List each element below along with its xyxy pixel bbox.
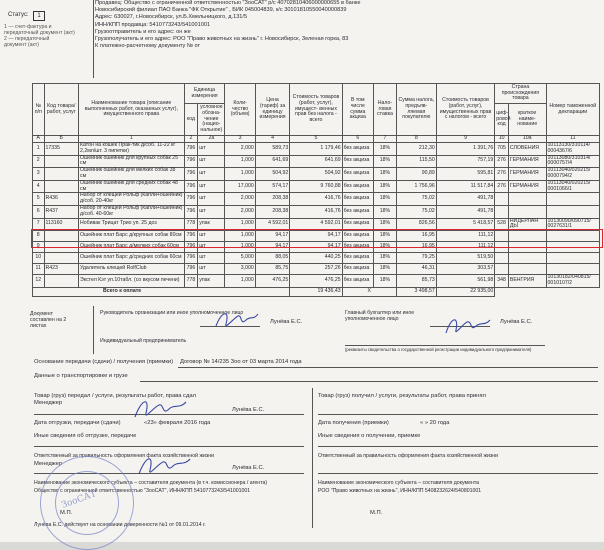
row-rate: 18% <box>373 143 396 156</box>
right-resp-label: Ответственный за правильность оформления факта хозяйственной жизни <box>318 453 499 459</box>
row-number: 11 <box>33 264 45 275</box>
row-code <box>44 180 79 193</box>
row-unit-code: 778 <box>184 218 198 231</box>
col-header-cc-code: циф- ровой код <box>495 104 509 136</box>
row-country-name: ГЕРМАНИЯ <box>508 180 546 193</box>
status-value: 1 <box>33 11 45 21</box>
row-declaration: 10130182/040815/ 0010107/2 <box>546 275 599 288</box>
row-code: 113160 <box>44 218 79 231</box>
column-index-cell: 5 <box>290 136 342 143</box>
row-code <box>44 231 79 242</box>
row-total: 5 418,57 <box>436 218 495 231</box>
col-header-total: Стоимость товаров (работ, услуг), имущественных прав с налогом - всего <box>436 84 495 136</box>
row-total: 519,50 <box>436 253 495 264</box>
row-unit-code: 796 <box>184 193 198 206</box>
row-price: 94,17 <box>255 231 290 242</box>
row-price: 574,17 <box>255 180 290 193</box>
row-number: 5 <box>33 193 45 206</box>
column-index-cell: 3 <box>225 136 255 143</box>
row-country-name: ГЕРМАНИЯ <box>508 155 546 168</box>
row-total: 491,78 <box>436 205 495 218</box>
row-code: 17335 <box>44 143 79 156</box>
row-code <box>44 168 79 181</box>
row-rate: 18% <box>373 253 396 264</box>
seller-line: Продавец: Общество с ограниченной ответственностью "ЗооСАТ" р/с 40702810406000000655 в банке <box>95 0 361 6</box>
row-country-code: 705 <box>495 143 509 156</box>
row-rate: 18% <box>373 193 396 206</box>
row-country-name <box>508 205 546 218</box>
col-header-n: № п/п <box>33 84 45 136</box>
right-entity-label: Наименование экономического субъекта – составителя документа <box>318 480 480 486</box>
col-header-decl: Номер таможенной декларации <box>546 84 599 136</box>
row-country-name <box>508 242 546 253</box>
row-cost: 94,17 <box>290 242 342 253</box>
row-cost: 416,76 <box>290 205 342 218</box>
left-mp: М.П. <box>60 510 73 516</box>
row-qty: 2,000 <box>225 193 255 206</box>
shipper-line: Грузоотправитель и его адрес: он же <box>95 28 191 35</box>
company-stamp <box>40 456 134 550</box>
row-country-name: НИДЕРЛАН ДЫ <box>508 218 546 231</box>
left-basis-note: Лунёва Е.С. действует на основании доверенности №1 от 09.01.2014 г. <box>34 522 206 528</box>
col-header-unit: Единица измерения <box>184 84 225 104</box>
row-total: 111,12 <box>436 242 495 253</box>
row-qty: 2,000 <box>225 143 255 156</box>
row-tax: 46,31 <box>396 264 436 275</box>
row-unit-code: 778 <box>184 275 198 288</box>
row-name: Ошейник ошейник для мелких собак 38 см <box>79 168 185 181</box>
total-row <box>33 287 600 296</box>
row-cost: 257,26 <box>290 264 342 275</box>
row-country-name <box>508 264 546 275</box>
table-row <box>33 218 600 231</box>
table-row <box>33 264 600 275</box>
left-resp-role: Менеджер <box>34 461 63 467</box>
row-code: R436 <box>44 193 79 206</box>
column-index-cell: А <box>33 136 45 143</box>
inn-line: ИНН/КПП продавца: 5410773243/541001001 <box>95 21 211 28</box>
row-rate: 18% <box>373 180 396 193</box>
payment-doc-line: К платежно-расчетному документу № от <box>95 43 201 50</box>
row-unit-name: шт <box>198 168 225 181</box>
row-code <box>44 275 79 288</box>
column-index-cell: Б <box>44 136 79 143</box>
row-total: 561,98 <box>436 275 495 288</box>
col-header-country: Страна происхождения товара <box>495 84 546 104</box>
row-price: 589,73 <box>255 143 290 156</box>
col-header-rate: Нало- говая ставка <box>373 84 396 136</box>
row-name: Катон на кошек Прак-тик д/соб. 11-22 кг 2,2мл/шт. 3 пипетки) <box>79 143 185 156</box>
row-price: 88,05 <box>255 253 290 264</box>
col-header-unit-name: условное обозна- чение (нацио- нальное) <box>198 104 225 136</box>
row-unit-code: 796 <box>184 253 198 264</box>
accountant-name: Лунёва Е.С. <box>500 319 533 325</box>
row-tax: 826,56 <box>396 218 436 231</box>
row-country-code <box>495 253 509 264</box>
row-number: 12 <box>33 275 45 288</box>
row-number: 4 <box>33 180 45 193</box>
left-date-label: Дата отгрузки, передачи (сдачи) <box>34 420 121 426</box>
left-role: Менеджер <box>34 400 63 406</box>
row-rate: 18% <box>373 155 396 168</box>
row-qty: 1,000 <box>225 218 255 231</box>
table-row <box>33 231 600 242</box>
row-tax: 16,95 <box>396 231 436 242</box>
row-unit-code: 796 <box>184 205 198 218</box>
table-row <box>33 143 600 156</box>
col-header-code: Код товара/ работ, услуг <box>44 84 79 136</box>
row-rate: 18% <box>373 264 396 275</box>
table-row <box>33 180 600 193</box>
row-declaration <box>546 231 599 242</box>
right-receive-title: Товар (груз) получил / услуги, результаты работ, права принял <box>318 393 486 399</box>
row-country-name: ГЕРМАНИЯ <box>508 168 546 181</box>
footer-divider <box>312 388 313 528</box>
row-unit-code: 796 <box>184 231 198 242</box>
row-code <box>44 242 79 253</box>
column-index-cell: 10 <box>495 136 509 143</box>
row-qty: 1,000 <box>225 168 255 181</box>
row-country-code: 276 <box>495 155 509 168</box>
column-index-cell: 2 <box>184 136 198 143</box>
row-price: 208,38 <box>255 205 290 218</box>
row-name: Ошейник плат Барс д/мелких собак 60см <box>79 242 185 253</box>
row-country-code <box>495 193 509 206</box>
table-row <box>33 193 600 206</box>
row-tax: 85,73 <box>396 275 436 288</box>
row-qty: 1,000 <box>225 242 255 253</box>
row-name: Ошейник ошейник для средних собак 48 см <box>79 180 185 193</box>
table-row <box>33 242 600 253</box>
row-declaration: 10113040/020215/ 0000794/2 <box>546 168 599 181</box>
row-country-code <box>495 264 509 275</box>
head-name: Лунёва Е.С. <box>270 319 303 325</box>
row-unit-name: шт <box>198 264 225 275</box>
row-declaration <box>546 264 599 275</box>
row-country-code: 276 <box>495 168 509 181</box>
table-row <box>33 253 600 264</box>
table-row <box>33 205 600 218</box>
consignee-line: Грузополучатель и его адрес: РОО "Право животных на жизнь" г. Новосибирск, Зеленая горка, 83 <box>95 36 349 43</box>
address-line: Адрес: 630027, г.Новосибирск, ул.Б.Хмельницкого, д.131/5 <box>95 14 248 21</box>
accountant-label: Главный бухгалтер или иное уполномоченное лицо <box>345 310 415 322</box>
row-unit-name: шт <box>198 180 225 193</box>
left-name: Лунёва Е.С. <box>232 407 265 413</box>
row-code <box>44 253 79 264</box>
row-price: 476,25 <box>255 275 290 288</box>
row-cost: 1 179,46 <box>290 143 342 156</box>
row-rate: 18% <box>373 242 396 253</box>
row-code: R437 <box>44 205 79 218</box>
row-cost: 476,25 <box>290 275 342 288</box>
doc-sheets-note: Документ составлен на 2 листах <box>30 311 67 329</box>
col-header-qty: Коли- чество (объем) <box>225 84 255 136</box>
row-number: 10 <box>33 253 45 264</box>
row-price: 85,75 <box>255 264 290 275</box>
row-excise: без акциза <box>342 168 373 181</box>
row-excise: без акциза <box>342 193 373 206</box>
row-name: Удалитель клещей RolfClub <box>79 264 185 275</box>
right-other-label: Иные сведения о получении, приемке <box>318 433 421 439</box>
row-name: Экстел Кэт уп.10табл. (со вкусом печени) <box>79 275 185 288</box>
row-unit-code: 796 <box>184 264 198 275</box>
row-cost: 9 760,88 <box>290 180 342 193</box>
resp-signature <box>134 452 194 480</box>
total-excise: X <box>342 287 396 296</box>
row-country-code: 276 <box>495 180 509 193</box>
row-name: Ошейник ошейник для крупных собак 25 см <box>79 155 185 168</box>
basis-label: Основание передачи (сдачи) / получения (приемки) <box>34 359 174 365</box>
head-signature <box>212 308 262 332</box>
row-declaration <box>546 193 599 206</box>
column-index-cell: 2а <box>198 136 225 143</box>
row-tax: 79,25 <box>396 253 436 264</box>
row-qty: 1,000 <box>225 231 255 242</box>
column-index-cell: 7 <box>373 136 396 143</box>
row-excise: без акциза <box>342 143 373 156</box>
total-tax: 3 498,57 <box>396 287 436 296</box>
column-index-cell: 1 <box>79 136 185 143</box>
row-country-name <box>508 231 546 242</box>
left-transfer-title: Товар (груз) передал / услуги, результаты работ, права сдал <box>34 393 196 399</box>
row-qty: 1,000 <box>225 275 255 288</box>
row-unit-name: шт <box>198 193 225 206</box>
row-name: Набор от клещей Рольф (Капли+ошейник) д/соб. 20-40кг <box>80 192 183 205</box>
row-declaration: 10113040/020215/ 0001066/1 <box>546 180 599 193</box>
left-entity-label: Наименование экономического субъекта – составителя документа (в т.ч. комиссионера / агента) <box>34 480 268 486</box>
row-tax: 75,02 <box>396 205 436 218</box>
row-number: 8 <box>33 231 45 242</box>
row-qty: 1,000 <box>225 155 255 168</box>
row-total: 1 391,76 <box>436 143 495 156</box>
row-price: 504,92 <box>255 168 290 181</box>
row-name: Ошейник плат Барс д/крупных собак 80см <box>79 231 185 242</box>
row-price: 94,17 <box>255 242 290 253</box>
row-excise: без акциза <box>342 242 373 253</box>
row-country-name <box>508 193 546 206</box>
invoice-rows <box>33 143 600 288</box>
col-header-cost: Стоимость товаров (работ, услуг), имущест- венных прав без налога - всего <box>290 84 342 136</box>
column-index-cell: 6 <box>342 136 373 143</box>
row-code: R423 <box>44 264 79 275</box>
column-index-cell: 4 <box>255 136 290 143</box>
row-rate: 18% <box>373 168 396 181</box>
row-total: 11 517,84 <box>436 180 495 193</box>
row-cost: 4 592,01 <box>290 218 342 231</box>
row-declaration <box>546 205 599 218</box>
row-country-code <box>495 242 509 253</box>
status-label: Статус: <box>8 12 29 18</box>
row-unit-name: шт <box>198 231 225 242</box>
row-qty: 5,000 <box>225 253 255 264</box>
row-name: Ошейник плат Барс д/средних собак 60см <box>79 253 185 264</box>
row-rate: 18% <box>373 205 396 218</box>
row-total: 595,81 <box>436 168 495 181</box>
row-excise: без акциза <box>342 218 373 231</box>
row-excise: без акциза <box>342 253 373 264</box>
head-label: Руководитель организации или иное уполномоченное лицо <box>100 310 244 316</box>
status-note: 1 — счет-фактура и передаточный документ (акт) 2 — передаточный документ (акт) <box>4 24 75 48</box>
row-number: 2 <box>33 155 45 168</box>
row-tax: 212,30 <box>396 143 436 156</box>
row-excise: без акциза <box>342 231 373 242</box>
col-header-price: Цена (тариф) за единицу измерения <box>255 84 290 136</box>
col-header-cc-name: краткое наиме- нование <box>508 104 546 136</box>
bank-line: Новосибирский филиал ПАО Банка "ФК Открытие" , БИК 045004839, к/с 30101810550040000839 <box>95 7 347 14</box>
row-country-name <box>508 253 546 264</box>
left-resp-label: Ответственный за правильность оформления факта хозяйственной жизни <box>34 453 215 459</box>
row-declaration: 10113080/310314/ 0000757/4 <box>546 155 599 168</box>
row-unit-name: шт <box>198 143 225 156</box>
row-rate: 18% <box>373 231 396 242</box>
row-price: 4 592,01 <box>255 218 290 231</box>
row-declaration: 10113130/310114/ 0004367/6 <box>546 143 599 156</box>
row-qty: 17,000 <box>225 180 255 193</box>
row-name: Набор от клещей Рольф (Капли+ошейник) д/соб. 40-60кг <box>80 204 183 217</box>
row-tax: 115,50 <box>396 155 436 168</box>
row-rate: 18% <box>373 218 396 231</box>
row-qty: 3,000 <box>225 264 255 275</box>
col-header-unit-code: код <box>184 104 198 136</box>
row-unit-code: 796 <box>184 143 198 156</box>
row-excise: без акциза <box>342 264 373 275</box>
row-country-code <box>495 205 509 218</box>
invoice-header <box>95 0 360 50</box>
row-price: 208,38 <box>255 193 290 206</box>
row-excise: без акциза <box>342 275 373 288</box>
right-date-value: « » 20 года <box>420 420 450 426</box>
row-number: 9 <box>33 242 45 253</box>
row-rate: 18% <box>373 275 396 288</box>
header-divider <box>93 0 94 78</box>
row-unit-name: упак <box>198 275 225 288</box>
row-unit-name: упак <box>198 218 225 231</box>
total-cost: 19 436,43 <box>290 287 342 296</box>
left-other-label: Иные сведения об отгрузке, передаче <box>34 433 137 439</box>
ip-label: Индивидуальный предприниматель <box>100 338 187 344</box>
total-label: Всего к оплате <box>33 287 290 296</box>
left-resp-name: Лунёва Е.С. <box>232 465 265 471</box>
row-excise: без акциза <box>342 180 373 193</box>
row-cost: 440,25 <box>290 253 342 264</box>
row-cost: 416,76 <box>290 193 342 206</box>
row-total: 491,78 <box>436 193 495 206</box>
transfer-signature <box>130 395 190 423</box>
row-excise: без акциза <box>342 205 373 218</box>
row-total: 111,12 <box>436 231 495 242</box>
row-cost: 641,69 <box>290 155 342 168</box>
accountant-signature <box>443 313 493 337</box>
right-date-label: Дата получения (приемки) <box>318 420 389 426</box>
row-unit-code: 796 <box>184 155 198 168</box>
row-cost: 94,17 <box>290 231 342 242</box>
row-unit-name: шт <box>198 155 225 168</box>
left-date-value: «23» февраля 2016 года <box>144 420 211 426</box>
row-price: 641,69 <box>255 155 290 168</box>
col-header-excise: В том числе сумма акциза <box>342 84 373 136</box>
row-tax: 90,89 <box>396 168 436 181</box>
col-header-name: Наименование товара (описание выполненных работ, оказанных услуг), имущественного права <box>79 84 185 136</box>
stamp-text: ЗооСАТ <box>60 489 98 511</box>
column-index-cell: 11 <box>546 136 599 143</box>
row-declaration <box>546 242 599 253</box>
row-number: 1 <box>33 143 45 156</box>
row-unit-code: 796 <box>184 180 198 193</box>
row-country-name: СЛОВЕНИЯ <box>508 143 546 156</box>
transport-label: Данные о транспортировке и грузе <box>34 373 128 379</box>
invoice-table <box>32 83 600 297</box>
row-unit-name: шт <box>198 242 225 253</box>
row-number: 7 <box>33 218 45 231</box>
row-country-code: 348 <box>495 275 509 288</box>
column-index-cell: 8 <box>396 136 436 143</box>
right-mp: М.П. <box>370 510 383 516</box>
row-country-code <box>495 231 509 242</box>
column-index-cell: 10а <box>508 136 546 143</box>
row-country-name: ВЕНГРИЯ <box>508 275 546 288</box>
row-number: 3 <box>33 168 45 181</box>
row-declaration: 10130090/090715/ 0027631/1 <box>546 218 599 231</box>
row-cost: 504,92 <box>290 168 342 181</box>
row-total: 303,57 <box>436 264 495 275</box>
ip-note: (реквизиты свидетельства о государственной регистрации индивидуального предпринимателя) <box>345 347 532 352</box>
table-row <box>33 168 600 181</box>
row-excise: без акциза <box>342 155 373 168</box>
row-declaration <box>546 253 599 264</box>
row-unit-name: шт <box>198 253 225 264</box>
row-tax: 75,02 <box>396 193 436 206</box>
row-tax: 1 756,96 <box>396 180 436 193</box>
basis-value: Договор № 14/235 Зоо от 03 марта 2014 года <box>180 359 302 365</box>
row-unit-code: 796 <box>184 242 198 253</box>
row-code <box>44 155 79 168</box>
left-entity-value: Общество с ограниченной ответственностью "ЗооСАТ", ИНН/КПП 5410773243/541001001 <box>34 488 251 494</box>
row-tax: 16,95 <box>396 242 436 253</box>
total-sum: 22 935,00 <box>436 287 495 296</box>
row-qty: 2,000 <box>225 205 255 218</box>
row-country-code: 528 <box>495 218 509 231</box>
table-row <box>33 275 600 288</box>
table-row <box>33 155 600 168</box>
col-header-tax: Сумма налога, предъяв- ляемая покупателю <box>396 84 436 136</box>
row-unit-code: 796 <box>184 168 198 181</box>
row-unit-name: шт <box>198 205 225 218</box>
right-entity-value: РОО "Право животных на жизнь", ИНН/КПП 5408232624/540801001 <box>318 488 482 494</box>
row-number: 6 <box>33 205 45 218</box>
row-total: 757,19 <box>436 155 495 168</box>
column-index-cell: 9 <box>436 136 495 143</box>
row-name: Нобивак Трицат Трио уп. 25 доз <box>79 218 185 231</box>
